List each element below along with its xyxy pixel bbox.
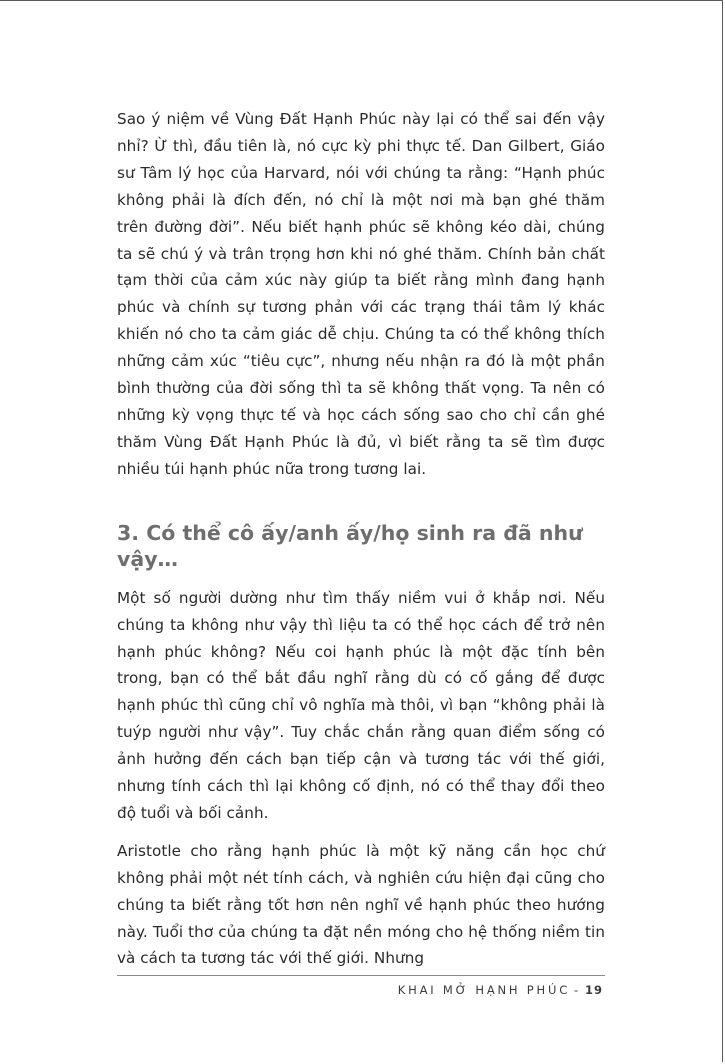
- section-heading: 3. Có thể cô ấy/anh ấy/họ sinh ra đã như vậy…: [117, 520, 583, 571]
- footer-separator: -: [574, 983, 581, 997]
- page-number: 19: [584, 983, 603, 997]
- running-title: KHAI MỞ HẠNH PHÚC: [397, 983, 571, 997]
- footer-divider: [117, 975, 605, 976]
- paragraph-2: Một số người dường như tìm thấy niềm vui ở khắp nơi. Nếu chúng ta không như vậy thì liệu ta có thể học cách để trở nên hạnh phúc không? Nếu coi hạnh phúc là một đặc tính bên trong, bạn có thể bắt đầu nghĩ rằng dù có cố gắng để được hạnh phúc thì cũng chỉ vô nghĩa mà thôi, vì bạn “không phải là tuýp người như vậy”. Tuy chắc chắn rằng quan điểm sống có ảnh hưởng đến cách bạn tiếp cận và tương tác với thế giới, nhưng tính cách thì lại không cố định, nó có thể thay đổi theo độ tuổi và bối cảnh.: [117, 588, 605, 822]
- page-body: [117, 106, 605, 972]
- paragraph-3: Aristotle cho rằng hạnh phúc là một kỹ năng cần học chứ không phải một nét tính cách, và nghiên cứu hiện đại cũng cho chúng ta biết rằng tốt hơn nên nghĩ về hạnh phúc theo hướng này. Tuổi thơ của chúng ta đặt nền móng cho hệ thống niềm tin và cách ta tương tác với thế giới. Nhưng: [117, 841, 605, 968]
- page-footer: [398, 983, 603, 997]
- paragraph-1: Sao ý niệm về Vùng Đất Hạnh Phúc này lại có thể sai đến vậy nhỉ? Ừ thì, đầu tiên là, nó cực kỳ phi thực tế. Dan Gilbert, Giáo sư Tâm lý học của Harvard, nói với chúng ta rằng: “Hạnh phúc không phải là đích đến, nó chỉ là một nơi mà bạn ghé thăm trên đường đời”. Nếu biết hạnh phúc sẽ không kéo dài, chúng ta sẽ chú ý và trân trọng hơn khi nó ghé thăm. Chính bản chất tạm thời của cảm xúc này giúp ta biết rằng mình đang hạnh phúc và chính sự tương phản với các trạng thái tâm lý khác khiến nó cho ta cảm giác dễ chịu. Chúng ta có thể không thích những cảm xúc “tiêu cực”, nhưng nếu nhận ra đó là một phần bình thường của đời sống thì ta sẽ không thất vọng. Ta nên có những kỳ vọng thực tế và học cách sống sao cho chỉ cần ghé thăm Vùng Đất Hạnh Phúc là đủ, vì biết rằng ta sẽ tìm được nhiều túi hạnh phúc nữa trong tương lai.: [117, 110, 605, 478]
